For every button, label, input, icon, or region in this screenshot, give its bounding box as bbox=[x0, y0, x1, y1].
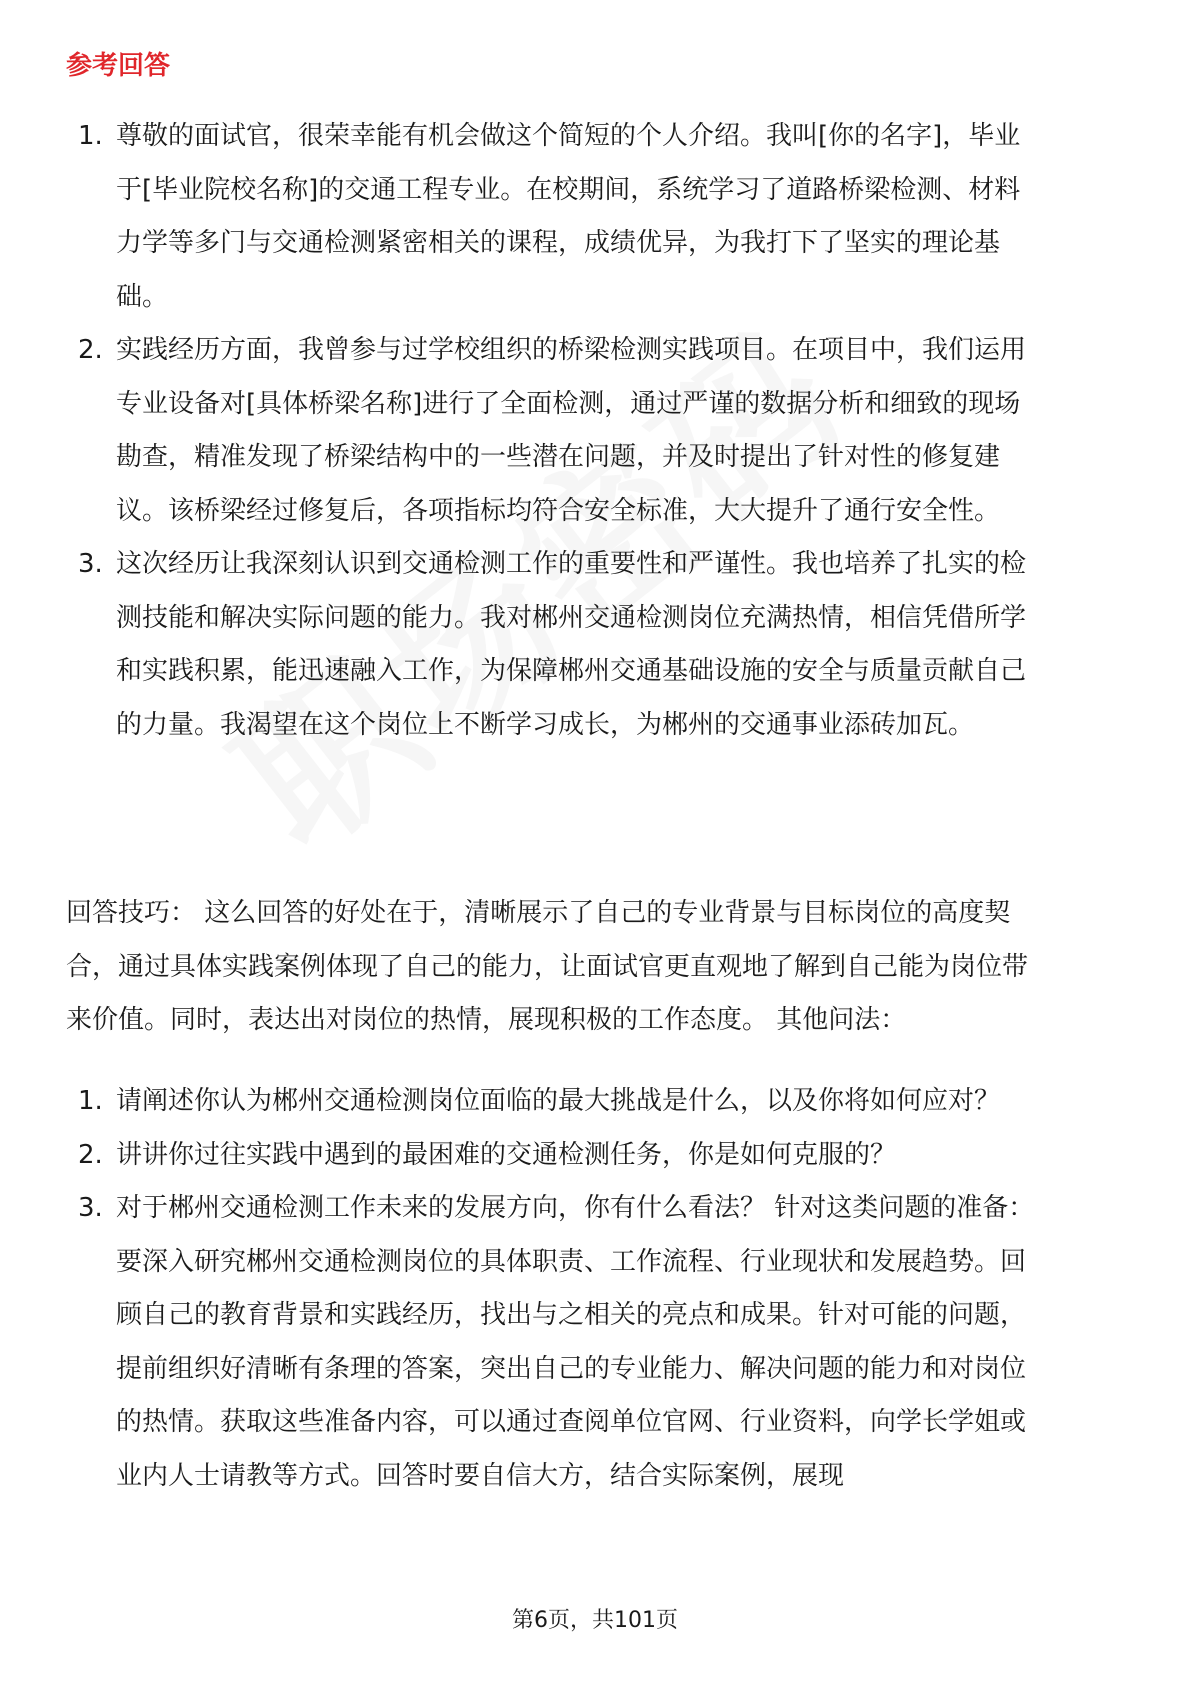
list-number: 1. bbox=[78, 121, 103, 151]
list-item bbox=[0, 538, 1190, 752]
list-item-text: 请阐述你认为郴州交通检测岗位面临的最大挑战是什么，以及你将如何应对？ bbox=[116, 1086, 1001, 1116]
list-item-text: 这次经历让我深刻认识到交通检测工作的重要性和严谨性。我也培养了扎实的检测技能和解决实际问题的能力。我对郴州交通检测岗位充满热情，相信凭借所学和实践积累，能迅速融入工作，为保障郴州交通基础设施的安全与质量贡献自己的力量。我渴望在这个岗位上不断学习成长，为郴州的交通事业添砖加瓦。 bbox=[116, 549, 1027, 740]
list-item-text: 对于郴州交通检测工作未来的发展方向，你有什么看法？ 针对这类问题的准备： 要深入研究郴州交通检测岗位的具体职责、工作流程、行业现状和发展趋势。回顾自己的教育背景和实践经历，找出与之相关的亮点和成果。针对可能的问题，提前组织好清晰有条理的答案，突出自己的专业能力、解决问题的能力和对岗位的热情。获取这些准备内容，可以通过查阅单位官网、行业资料，向学长学姐或业内人士请教等方式。回答时要自信大方，结合实际案例，展现 bbox=[116, 1193, 1035, 1491]
list-number: 2. bbox=[78, 335, 103, 365]
list-item-text: 讲讲你过往实践中遇到的最困难的交通检测任务，你是如何克服的？ bbox=[116, 1139, 897, 1170]
page-footer: 第6页，共101页 bbox=[512, 1608, 678, 1633]
list-item bbox=[0, 110, 1190, 324]
list-number: 2. bbox=[78, 1139, 103, 1170]
tips-paragraph: 回答技巧： 这么回答的好处在于，清晰展示了自己的专业背景与目标岗位的高度契合，通过具体实践案例体现了自己的能力，让面试官更直观地了解到自己能为岗位带来价值。同时，表达出对岗位的热情，展现积极的工作态度。 其他问法： bbox=[66, 898, 1029, 1035]
section-title: 参考回答 bbox=[66, 51, 171, 81]
list-item-text: 实践经历方面，我曾参与过学校组织的桥梁检测实践项目。在项目中，我们运用专业设备对[具体桥梁名称]进行了全面检测，通过严谨的数据分析和细致的现场勘查，精准发现了桥梁结构中的一些潜在问题，并及时提出了针对性的修复建议。该桥梁经过修复后，各项指标均符合安全标准，大大提升了通行安全性。 bbox=[116, 335, 1027, 526]
list-item bbox=[0, 1182, 1190, 1503]
list-item bbox=[0, 1075, 1190, 1129]
list-number: 3. bbox=[78, 1193, 103, 1223]
other-questions-list bbox=[0, 1075, 1190, 1503]
list-item bbox=[0, 324, 1190, 538]
list-item bbox=[0, 1129, 1190, 1183]
list-number: 1. bbox=[78, 1086, 103, 1116]
list-number: 3. bbox=[78, 549, 103, 579]
list-item-text: 尊敬的面试官，很荣幸能有机会做这个简短的个人介绍。我叫[你的名字]，毕业于[毕业院校名称]的交通工程专业。在校期间，系统学习了道路桥梁检测、材料力学等多门与交通检测紧密相关的课程，成绩优异，为我打下了坚实的理论基础。 bbox=[116, 121, 1021, 312]
answer-list bbox=[0, 110, 1190, 752]
